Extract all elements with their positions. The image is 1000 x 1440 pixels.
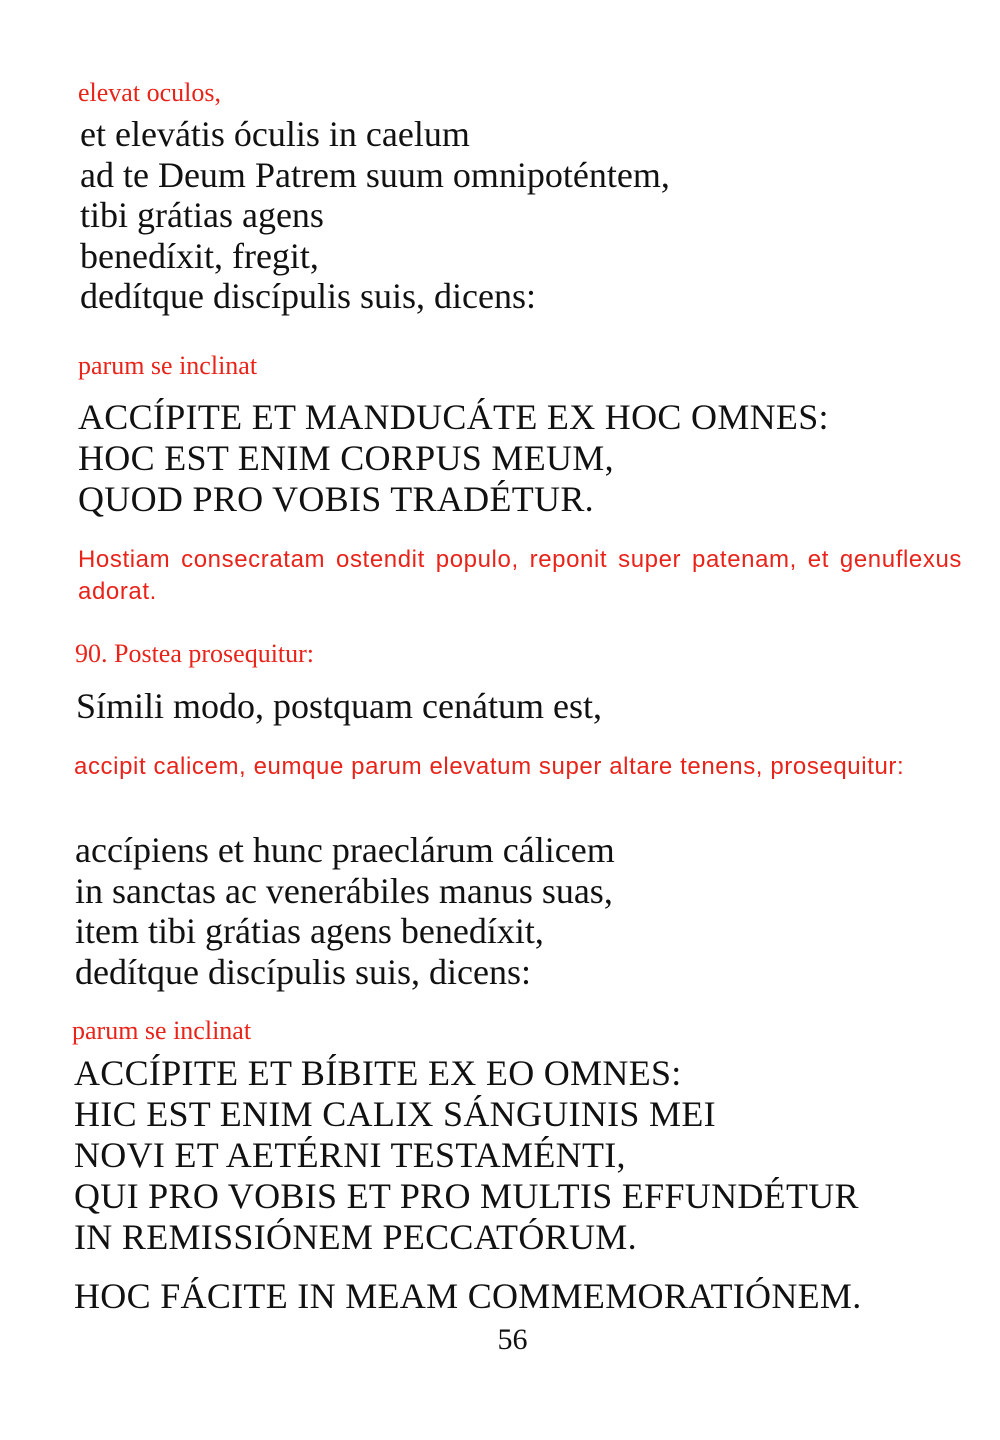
caps-line: IN REMISSIÓNEM PECCATÓRUM. [74, 1217, 637, 1257]
caps-line: ACCÍPITE ET BÍBITE EX EO OMNES: [74, 1053, 682, 1093]
prayer-text-accipiens [75, 830, 615, 992]
prayer-text-simili-modo [76, 686, 602, 727]
text-line: ad te Deum Patrem suum omnipoténtem, [80, 154, 670, 195]
text-line: in sanctas ac venerábiles manus suas, [75, 870, 613, 911]
caps-line: HIC EST ENIM CALIX SÁNGUINIS MEI [74, 1094, 716, 1134]
text-line: dedítque discípulis suis, dicens: [75, 951, 531, 992]
text-line: et elevátis óculis in caelum [80, 114, 470, 154]
caps-line: QUOD PRO VOBIS TRADÉTUR. [78, 479, 594, 519]
page-number: 56 [497, 1323, 528, 1356]
text-line: benedíxit, fregit, [80, 235, 319, 276]
caps-line: NOVI ET AETÉRNI TESTAMÉNTI, [74, 1135, 626, 1175]
text-line: item tibi grátias agens benedíxit, [75, 911, 544, 951]
rubric-paragraph: Hostiam consecratam ostendit populo, reponit super patenam, et genuflexus adorat. [78, 546, 962, 605]
consecration-bread [78, 397, 829, 520]
caps-line: ACCÍPITE ET MANDUCÁTE EX HOC OMNES: [78, 397, 829, 437]
text-line: dedítque discípulis suis, dicens: [80, 276, 536, 316]
prayer-text-elevatis [80, 114, 670, 317]
rubric-paragraph: accipit calicem, eumque parum elevatum super altare tenens, prosequitur: [74, 753, 905, 780]
rubric-parum-se-inclinat [78, 351, 257, 381]
rubric-postea-prosequitur [75, 639, 314, 669]
rubric-line: parum se inclinat [78, 351, 258, 380]
rubric-elevat-oculos [78, 78, 221, 108]
rubric-line: elevat oculos, [78, 78, 221, 107]
text-line: Símili modo, postquam cenátum est, [76, 686, 602, 726]
rubric-line: 90. Postea prosequitur: [75, 639, 315, 668]
consecration-chalice [74, 1053, 859, 1258]
caps-line: QUI PRO VOBIS ET PRO MULTIS EFFUNDÉTUR [74, 1176, 859, 1216]
caps-line: HOC FÁCITE IN MEAM COMMEMORATIÓNEM. [74, 1276, 862, 1316]
commemoration-line [74, 1276, 862, 1317]
rubric-accipit-calicem [74, 751, 962, 783]
rubric-parum-se-inclinat-2 [72, 1016, 251, 1046]
caps-line: HOC EST ENIM CORPUS MEUM, [78, 438, 614, 478]
text-line: accípiens et hunc praeclárum cálicem [75, 830, 615, 870]
text-line: tibi grátias agens [80, 195, 324, 235]
rubric-hostiam [78, 544, 962, 608]
rubric-line: parum se inclinat [72, 1016, 252, 1045]
